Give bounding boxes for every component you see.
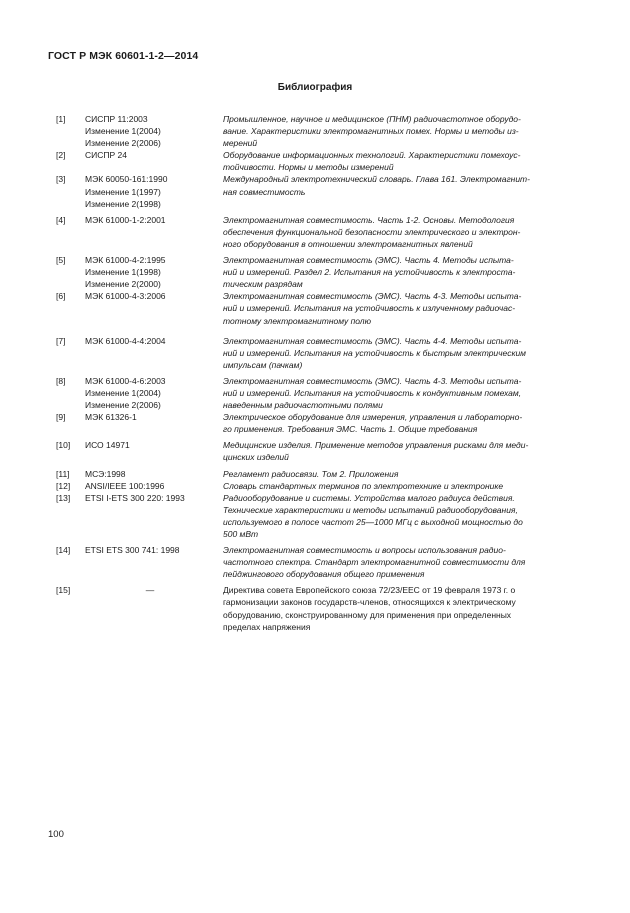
entry-codes: [85, 375, 215, 411]
entry-description-line: оборудованию, сконструированному для применения при определенных: [223, 609, 512, 620]
entry-code-line: МЭК 61000-4-4:2004: [85, 335, 166, 346]
entry-description-line: ний и измерений. Испытания на устойчивость к быстрым электрическим: [223, 347, 527, 358]
bibliography-entry: [56, 113, 584, 149]
entry-description-line: Электромагнитная совместимость (ЭМС). Часть 4-4. Методы испыта-: [223, 335, 522, 346]
entry-description-line: тотному электромагнитному полю: [223, 315, 371, 326]
entry-code-line: МЭК 61326-1: [85, 412, 137, 423]
standard-code-header: ГОСТ Р МЭК 60601-1-2—2014: [48, 50, 199, 62]
entry-description-line: мерений: [223, 138, 258, 149]
entry-number: [4]: [56, 214, 66, 225]
entry-description-line: ний и измерений. Испытания на устойчивость к кондуктивным помехам,: [223, 387, 522, 398]
entry-codes: [85, 492, 215, 504]
bibliography-entry: [56, 584, 584, 632]
entry-description-line: используемого в полосе частот 25—1000 МГц с выходной мощностью до: [223, 516, 523, 527]
entry-description: [223, 335, 584, 371]
bibliography-entry: [56, 375, 584, 411]
entry-codes: [85, 335, 215, 347]
entry-description: [223, 411, 584, 435]
bibliography-title: Библиография: [277, 82, 353, 93]
entry-description: [223, 149, 584, 173]
bibliography-entry: [56, 149, 584, 173]
bibliography-entry: [56, 468, 584, 480]
entry-number: [3]: [56, 174, 66, 185]
entry-description-line: Электрическое оборудование для измерения, управления и лабораторно-: [223, 412, 523, 423]
entry-description-line: пределах напряжения: [223, 621, 311, 632]
entry-description-line: Электромагнитная совместимость (ЭМС). Часть 4. Методы испыта-: [223, 255, 514, 266]
entry-description-line: вание. Характеристики электромагнитных помех. Нормы и методы из-: [223, 126, 519, 137]
entry-codes: [85, 544, 215, 556]
entry-codes: [85, 214, 215, 226]
entry-codes: [85, 290, 215, 302]
entry-codes: [85, 439, 215, 451]
entry-codes: [85, 584, 215, 596]
entry-description-line: Международный электротехнический словарь. Глава 161. Электромагнит-: [223, 174, 530, 185]
entry-description: [223, 173, 584, 197]
entry-codes: [85, 254, 215, 290]
entry-code-line: МЭК 60050-161:1990: [85, 174, 168, 185]
entry-code-line: Изменение 2(2006): [85, 138, 161, 149]
entry-code-line: Изменение 2(2000): [85, 279, 161, 290]
entry-description-line: Электромагнитная совместимость (ЭМС). Часть 4-3. Методы испыта-: [223, 291, 522, 302]
entry-description: [223, 492, 584, 540]
entry-description: [223, 480, 584, 492]
entry-description-line: гармонизации законов государств-членов, относящихся к электрическому: [223, 597, 516, 608]
entry-description-line: Директива совета Европейского союза 72/23/EEC от 19 февраля 1973 г. о: [223, 585, 516, 596]
entry-number: [13]: [56, 492, 71, 503]
entry-code-line: Изменение 1(1998): [85, 267, 161, 278]
entry-description-line: Словарь стандартных терминов по электротехнике и электронике: [223, 480, 504, 491]
entry-code-line: МЭК 61000-4-2:1995: [85, 255, 166, 266]
entry-description-line: пейджингового оборудования общего применения: [223, 569, 425, 580]
bibliography-entry: [56, 173, 584, 209]
entry-description-line: тическим разрядам: [223, 279, 303, 290]
entry-description: [223, 439, 584, 463]
bibliography-entry: [56, 480, 584, 492]
entry-description-line: частотного спектра. Стандарт электромагнитной совместимости для: [223, 557, 526, 568]
entry-code-line: МЭК 61000-4-6:2003: [85, 375, 166, 386]
entry-description-line: Технические характеристики и методы испытаний радиооборудования,: [223, 504, 518, 515]
entry-code-line: СИСПР 24: [85, 150, 127, 161]
bibliography-entry: [56, 335, 584, 371]
entry-description: [223, 375, 584, 411]
entry-code-line: Изменение 2(2006): [85, 400, 161, 411]
entry-code-line: ANSI/IEEE 100:1996: [85, 480, 165, 491]
entry-description-line: ний и измерений. Раздел 2. Испытания на устойчивость к электроста-: [223, 267, 516, 278]
entry-code-line: МЭК 61000-1-2:2001: [85, 214, 166, 225]
entry-code-line: МЭК 61000-4-3:2006: [85, 291, 166, 302]
entry-number: [11]: [56, 468, 70, 479]
bibliography-entry: [56, 411, 584, 435]
entry-description-line: го применения. Требования ЭМС. Часть 1. Общие требования: [223, 424, 478, 435]
entry-code-line: ETSI I-ETS 300 220: 1993: [85, 492, 185, 503]
entry-description-line: импульсам (пачкам): [223, 359, 303, 370]
entry-description-line: ного оборудования в отношении электромагнитных явлений: [223, 238, 473, 249]
entry-description: [223, 544, 584, 580]
entry-number: [10]: [56, 440, 71, 451]
entry-description-line: наведенным радиочастотными полями: [223, 400, 383, 411]
entry-codes: [85, 411, 215, 423]
entry-description-line: Медицинские изделия. Применение методов управления рисками для меди-: [223, 440, 529, 451]
entry-description-line: Электромагнитная совместимость (ЭМС). Часть 4-3. Методы испыта-: [223, 375, 522, 386]
entry-number: [12]: [56, 480, 71, 491]
entry-description-line: Радиооборудование и системы. Устройства малого радиуса действия.: [223, 492, 515, 503]
entry-description: [223, 290, 584, 326]
entry-description-line: Промышленное, научное и медицинское (ПНМ) радиочастотное оборудо-: [223, 114, 521, 124]
entry-codes: [85, 480, 215, 492]
entry-number: [8]: [56, 375, 66, 386]
entry-code-line: Изменение 1(2004): [85, 387, 161, 398]
entry-description: [223, 113, 584, 149]
entry-description-line: 500 мВт: [223, 529, 259, 539]
entry-code-line: Изменение 1(1997): [85, 186, 161, 197]
entry-description-line: Электромагнитная совместимость. Часть 1-2. Основы. Методология: [223, 214, 515, 225]
entry-number: [7]: [56, 335, 66, 346]
entry-description-line: Оборудование информационных технологий. Характеристики помехоус-: [223, 150, 521, 161]
entry-code-line: Изменение 1(2004): [85, 126, 161, 137]
bibliography-entry: [56, 544, 584, 580]
bibliography-entry: [56, 492, 584, 540]
entry-number: [9]: [56, 412, 66, 423]
entry-number: [6]: [56, 291, 66, 302]
bibliography-entry: [56, 214, 584, 250]
entry-code-line: МСЭ:1998: [85, 468, 126, 479]
entry-description-line: тойчивости. Нормы и методы измерений: [223, 162, 394, 173]
entry-code-line: СИСПР 11:2003: [85, 114, 148, 124]
entry-number: [14]: [56, 545, 71, 556]
entry-description: [223, 214, 584, 250]
entry-number: [2]: [56, 150, 66, 161]
entry-codes: [85, 173, 215, 209]
entry-codes: [85, 149, 215, 161]
entry-description-line: Электромагнитная совместимость и вопросы использования радио-: [223, 545, 506, 556]
entry-code-line: ETSI ETS 300 741: 1998: [85, 545, 180, 556]
entry-description: [223, 254, 584, 290]
bibliography-list: [56, 113, 584, 633]
bibliography-entry: [56, 439, 584, 463]
entry-description-line: обеспечения функциональной безопасности электрического и электрон-: [223, 226, 521, 237]
entry-number: [1]: [56, 114, 66, 124]
entry-codes: [85, 113, 215, 149]
entry-description: [223, 468, 584, 480]
entry-number: [15]: [56, 585, 71, 596]
bibliography-entry: [56, 290, 584, 326]
page-number: 100: [48, 829, 64, 840]
entry-number: [5]: [56, 255, 66, 266]
entry-codes: [85, 468, 215, 480]
entry-code-line: —: [145, 585, 155, 596]
entry-code-line: Изменение 2(1998): [85, 198, 161, 209]
entry-description-line: Регламент радиосвязи. Том 2. Приложения: [223, 468, 399, 479]
bibliography-entry: [56, 254, 584, 290]
entry-description: [223, 584, 584, 632]
entry-description-line: цинских изделий: [223, 452, 289, 463]
entry-description-line: ная совместимость: [223, 186, 306, 197]
entry-description-line: ний и измерений. Испытания на устойчивость к излученному радиочас-: [223, 303, 516, 314]
entry-code-line: ИСО 14971: [85, 440, 130, 451]
